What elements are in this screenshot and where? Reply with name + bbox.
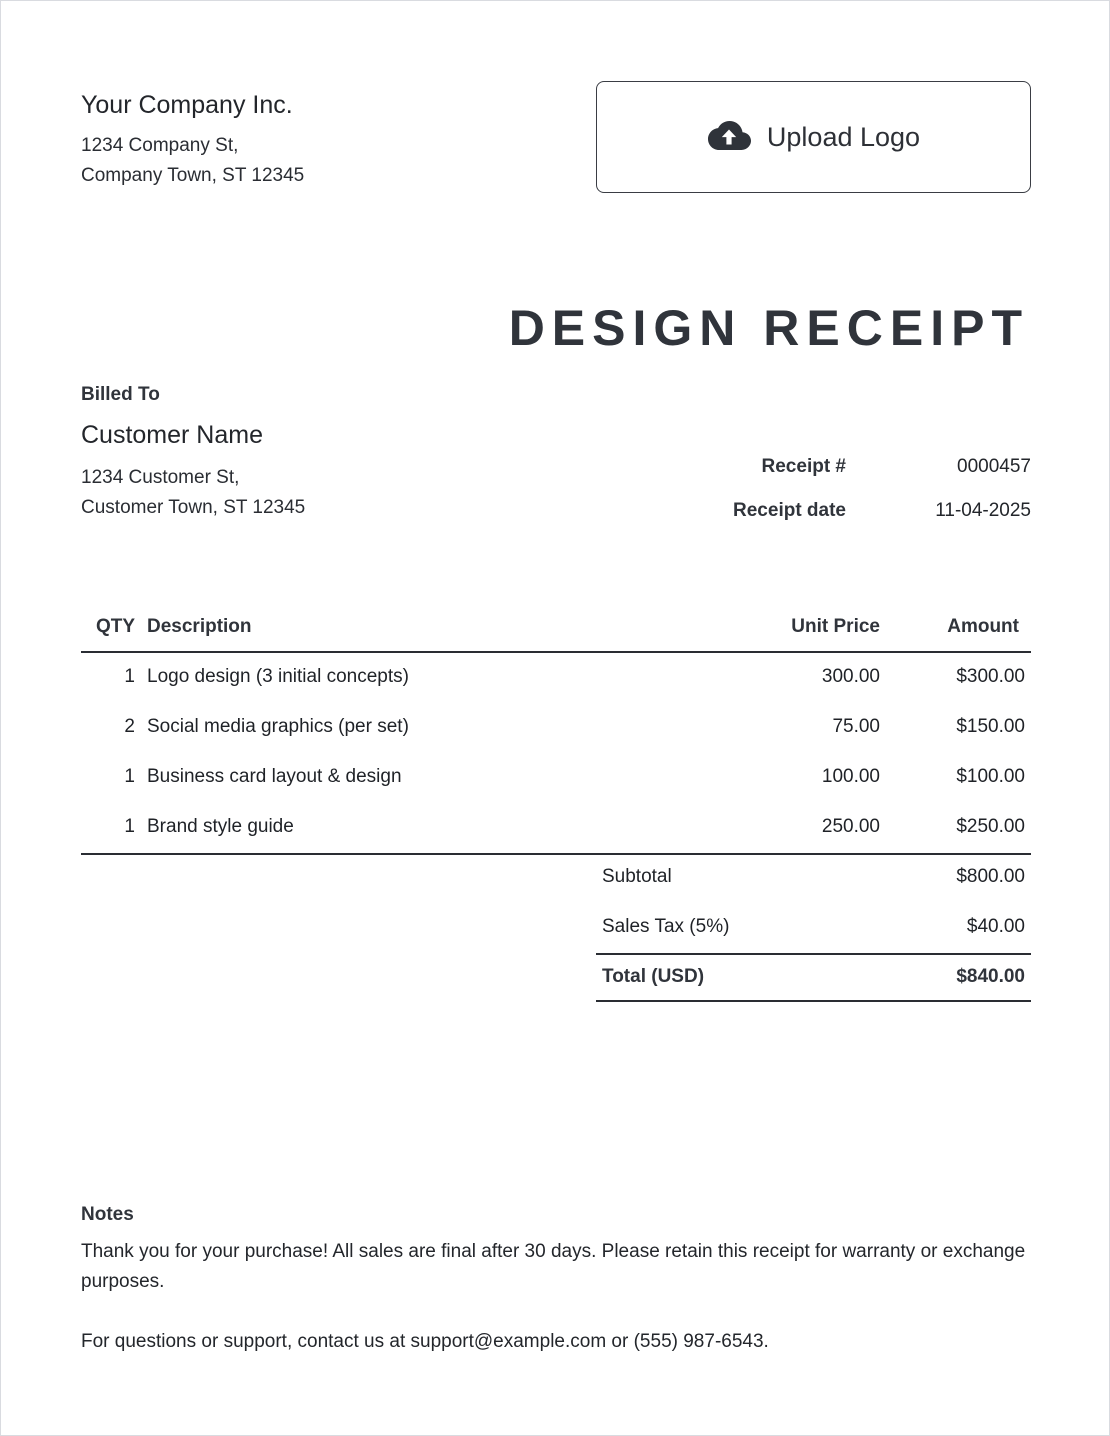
row-description: Business card layout & design (147, 766, 402, 787)
table-row (1, 766, 1110, 816)
table-row (1, 666, 1110, 716)
row-unit-price: 100.00 (821, 766, 880, 787)
row-unit-price: 250.00 (821, 816, 880, 837)
customer-name: Customer Name (81, 421, 263, 449)
table-bottom-rule (81, 853, 1031, 855)
table-row (1, 716, 1110, 766)
subtotal-value: $800.00 (956, 866, 1025, 887)
customer-address (81, 463, 305, 523)
document-title: DESIGN RECEIPT (508, 300, 1029, 356)
total-top-rule (596, 953, 1031, 955)
column-header-qty: QTY (95, 616, 135, 637)
row-amount: $300.00 (956, 666, 1025, 687)
row-amount: $250.00 (956, 816, 1025, 837)
row-qty: 1 (124, 816, 135, 837)
row-description: Social media graphics (per set) (147, 716, 409, 737)
total-bottom-rule (596, 1000, 1031, 1002)
column-header-description: Description (147, 616, 252, 637)
row-amount: $150.00 (956, 716, 1025, 737)
receipt-number: 0000457 (957, 456, 1031, 477)
receipt-date: 11-04-2025 (935, 500, 1031, 521)
row-description: Brand style guide (147, 816, 294, 837)
total-label: Total (USD) (602, 966, 705, 987)
row-unit-price: 75.00 (832, 716, 880, 737)
notes-paragraph: Thank you for your purchase! All sales are final after 30 days. Please retain this receipt for warranty or exchange purposes. (81, 1241, 1026, 1292)
company-address (81, 131, 304, 191)
support-contact-text: For questions or support, contact us at support@example.com or (555) 987-6543. (81, 1331, 769, 1352)
table-header-rule (81, 651, 1031, 653)
upload-logo-label: Upload Logo (766, 121, 921, 152)
cloud-upload-icon (707, 119, 751, 156)
receipt-date-label: Receipt date (733, 500, 846, 521)
receipt-number-label: Receipt # (761, 456, 846, 477)
sales-tax-value: $40.00 (966, 916, 1025, 937)
column-header-unit-price: Unit Price (791, 616, 880, 637)
total-value: $840.00 (956, 966, 1025, 987)
sales-tax-label: Sales Tax (5%) (602, 916, 730, 937)
company-name: Your Company Inc. (81, 91, 293, 119)
subtotal-label: Subtotal (602, 866, 672, 887)
company-address-line1: 1234 Company St, (81, 135, 239, 156)
customer-address-line2: Customer Town, ST 12345 (81, 497, 306, 518)
table-row (1, 816, 1110, 852)
row-description: Logo design (3 initial concepts) (147, 666, 409, 687)
notes-label: Notes (81, 1204, 134, 1225)
customer-address-line1: 1234 Customer St, (81, 467, 240, 488)
row-qty: 1 (124, 666, 135, 687)
column-header-amount: Amount (947, 616, 1019, 637)
upload-logo-button[interactable] (596, 81, 1031, 193)
company-address-line2: Company Town, ST 12345 (81, 165, 305, 186)
row-amount: $100.00 (956, 766, 1025, 787)
row-qty: 1 (124, 766, 135, 787)
row-unit-price: 300.00 (821, 666, 880, 687)
billed-to-label: Billed To (81, 384, 160, 405)
row-qty: 2 (124, 716, 135, 737)
